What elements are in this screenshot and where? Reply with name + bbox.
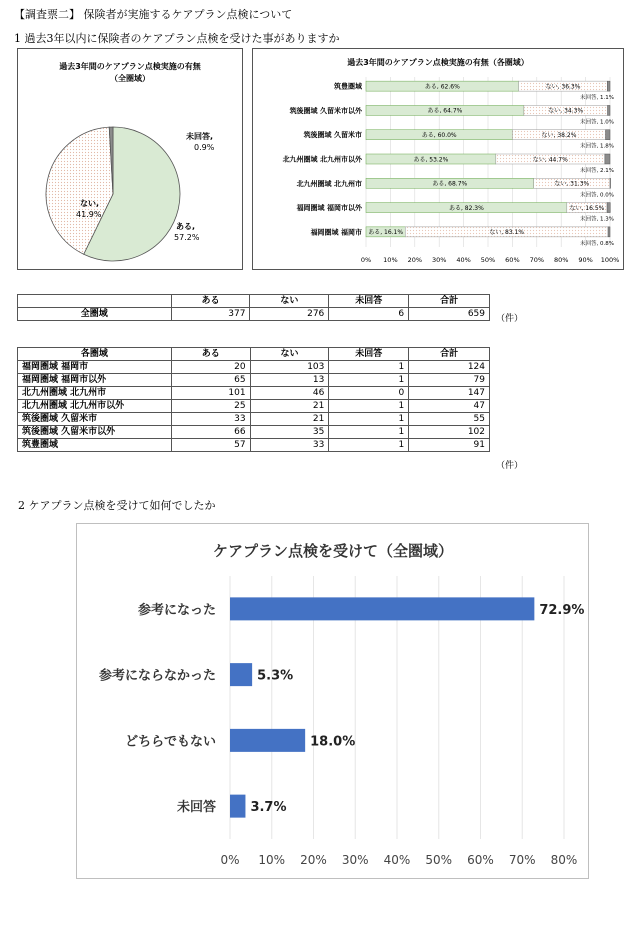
region-cell: 57 (171, 439, 250, 452)
result-value-label: 72.9% (539, 602, 585, 618)
pie-slices (46, 127, 180, 261)
total-cell-mi: 6 (329, 308, 409, 321)
total-cell-sum: 659 (409, 308, 490, 321)
region-cell: 1 (329, 439, 409, 452)
stacked-label-mi: 未回答, 0.8% (580, 240, 614, 247)
region-cell: 66 (171, 426, 250, 439)
stacked-chart-panel (252, 48, 624, 270)
total-header-3: 未回答 (329, 295, 409, 308)
total-table-header (18, 295, 490, 308)
total-cell-aru: 377 (171, 308, 250, 321)
total-header-0 (18, 295, 172, 308)
stacked-label-mi: 未回答, 1.8% (580, 143, 614, 150)
pie-label-aru-name: ある, (176, 222, 196, 231)
result-bar (230, 795, 245, 818)
stacked-label-nai: ない, 34.3% (548, 107, 584, 115)
stacked-label-aru: ある, 53.2% (413, 156, 449, 164)
region-cell: 35 (250, 426, 329, 439)
region-cell: 1 (329, 413, 409, 426)
stacked-x-tick: 30% (431, 256, 447, 264)
region-cell: 1 (329, 400, 409, 413)
stacked-label-nai: ない, 44.7% (532, 156, 568, 164)
pie-label-aru-pct: 57.2% (174, 233, 200, 242)
stacked-x-tick: 10% (383, 256, 398, 264)
total-header-4: 合計 (409, 295, 490, 308)
regions-header-0: 各圏域 (18, 348, 172, 361)
pie-label-mi-name: 未回答, (186, 132, 214, 141)
region-cell: 1 (329, 361, 409, 374)
result-x-ticks (220, 853, 577, 867)
stacked-category-label: 北九州圏域 北九州市以外 (282, 155, 362, 164)
region-cell: 21 (250, 413, 329, 426)
question-2-text: 2 ケアプラン点検を受けて如何でしたか (18, 499, 216, 512)
stacked-category-label: 筑後圏域 久留米市以外 (289, 106, 362, 115)
result-value-label: 18.0% (310, 734, 356, 750)
total-table (17, 294, 490, 321)
stacked-category-label: 福岡圏域 福岡市 (310, 228, 362, 237)
result-value-label: 3.7% (250, 800, 287, 816)
table-row (18, 387, 490, 400)
region-cell: 33 (250, 439, 329, 452)
region-cell: 79 (409, 374, 490, 387)
result-x-tick: 80% (550, 853, 578, 867)
result-chart-title: ケアプラン点検を受けて（全圏域） (212, 542, 454, 560)
region-cell: 北九州圏域 北九州市 (18, 387, 172, 400)
stacked-bar-chart (253, 49, 623, 269)
region-cell: 55 (409, 413, 490, 426)
result-x-tick: 70% (508, 853, 536, 867)
stacked-label-aru: ある, 82.3% (448, 204, 484, 212)
stacked-label-aru: ある, 68.7% (432, 180, 468, 188)
region-cell: 25 (171, 400, 250, 413)
stacked-label-nai: ない, 36.3% (545, 83, 581, 91)
result-category-label: 未回答 (176, 800, 216, 816)
total-cell-nai: 276 (250, 308, 329, 321)
regions-table-header (18, 348, 490, 361)
stacked-bar-mi (607, 81, 610, 91)
stacked-x-tick: 50% (480, 256, 496, 264)
pie-label-nai-name: ない, (80, 199, 100, 208)
result-x-tick: 50% (425, 853, 453, 867)
result-bar (230, 729, 305, 752)
result-x-tick: 20% (300, 853, 327, 867)
pie-title-line1: 過去3年間のケアプラン点検実施の有無 (59, 62, 201, 71)
regions-header-4: 合計 (409, 348, 490, 361)
stacked-category-label: 福岡圏域 福岡市以外 (296, 204, 362, 213)
region-cell: 1 (329, 426, 409, 439)
regions-table (17, 347, 490, 452)
stacked-category-label: 筑豊圏域 (334, 82, 362, 91)
regions-header-1: ある (171, 348, 250, 361)
stacked-label-aru: ある, 64.7% (427, 107, 463, 115)
stacked-label-aru: ある, 16.1% (368, 229, 404, 237)
stacked-label-mi: 未回答, 2.1% (580, 168, 614, 174)
region-cell: 102 (409, 426, 490, 439)
region-cell: 福岡圏域 福岡市以外 (18, 374, 172, 387)
result-x-tick: 40% (383, 853, 411, 867)
table-row (18, 374, 490, 387)
stacked-x-ticks (361, 256, 619, 264)
region-cell: 筑後圏域 久留米市以外 (18, 426, 172, 439)
result-x-tick: 0% (220, 853, 240, 867)
regions-header-2: ない (250, 348, 329, 361)
stacked-bar-mi (610, 178, 611, 188)
stacked-x-tick: 70% (529, 256, 545, 264)
stacked-x-tick: 100% (600, 256, 620, 264)
region-cell: 北九州圏域 北九州市以外 (18, 400, 172, 413)
total-header-2: ない (250, 295, 329, 308)
stacked-label-aru: ある, 60.0% (421, 132, 457, 140)
region-cell: 20 (171, 361, 250, 374)
stacked-chart-title: 過去3年間のケアプラン点検実施の有無（各圏域） (347, 58, 529, 67)
stacked-label-aru: ある, 62.6% (424, 83, 460, 91)
region-cell: 47 (409, 400, 490, 413)
table-row (18, 439, 490, 452)
stacked-label-nai: ない, 16.5% (569, 204, 605, 212)
question-1-text: 1 過去3年以内に保険者のケアプラン点検を受けた事がありますか (14, 32, 340, 45)
stacked-x-tick: 60% (505, 256, 520, 264)
region-cell: 0 (329, 387, 409, 400)
pie-label-mi-pct: 0.9% (194, 143, 215, 152)
pie-chart (18, 49, 242, 269)
region-cell: 46 (250, 387, 329, 400)
stacked-bar-mi (605, 154, 610, 164)
stacked-label-nai: ない, 38.2% (541, 132, 577, 140)
total-cell-label: 全圏域 (18, 308, 172, 321)
pie-chart-panel (17, 48, 243, 270)
table-row (18, 413, 490, 426)
region-cell: 124 (409, 361, 490, 374)
region-cell: 筑後圏域 久留米市 (18, 413, 172, 426)
table-row (18, 308, 490, 321)
result-x-tick: 30% (341, 853, 369, 867)
regions-header-3: 未回答 (329, 348, 409, 361)
region-cell: 33 (171, 413, 250, 426)
stacked-label-mi: 未回答, 1.1% (580, 95, 614, 102)
stacked-bar-mi (607, 203, 610, 213)
regions-unit: （件） (496, 461, 524, 471)
stacked-label-nai: ない, 31.3% (554, 180, 590, 188)
total-header-1: ある (171, 295, 250, 308)
region-cell: 91 (409, 439, 490, 452)
region-cell: 13 (250, 374, 329, 387)
region-cell: 101 (171, 387, 250, 400)
result-bar (230, 597, 534, 620)
result-category-label: 参考にならなかった (98, 668, 216, 684)
stacked-label-mi: 未回答, 0.0% (580, 192, 614, 199)
stacked-bars (283, 81, 614, 247)
result-x-tick: 60% (467, 853, 494, 867)
result-bar (230, 663, 252, 686)
stacked-label-mi: 未回答, 1.0% (580, 119, 614, 126)
stacked-x-tick: 80% (553, 256, 569, 264)
stacked-label-nai: ない, 83.1% (489, 229, 525, 237)
stacked-x-tick: 0% (360, 256, 372, 264)
region-cell: 筑豊圏域 (18, 439, 172, 452)
stacked-category-label: 筑後圏域 久留米市 (303, 131, 362, 140)
region-cell: 103 (250, 361, 329, 374)
pie-label-nai-pct: 41.9% (76, 210, 102, 219)
stacked-category-label: 北九州圏域 北九州市 (296, 179, 362, 188)
result-category-label: 参考になった (137, 602, 216, 618)
table-row (18, 426, 490, 439)
table-row (18, 400, 490, 413)
region-cell: 65 (171, 374, 250, 387)
result-bars (99, 597, 584, 817)
total-unit: （件） (496, 314, 524, 324)
stacked-x-tick: 90% (578, 256, 593, 264)
result-category-label: どちらでもない (125, 734, 216, 750)
stacked-x-tick: 20% (407, 256, 423, 264)
region-cell: 147 (409, 387, 490, 400)
stacked-bar-mi (608, 105, 610, 115)
result-x-tick: 10% (258, 853, 286, 867)
region-cell: 1 (329, 374, 409, 387)
region-cell: 福岡圏域 福岡市 (18, 361, 172, 374)
region-cell: 21 (250, 400, 329, 413)
survey-title: 【調査票二】 保険者が実施するケアプラン点検について (14, 8, 293, 21)
pie-title-line2: （全圏域） (110, 74, 150, 83)
stacked-label-mi: 未回答, 1.3% (580, 216, 614, 223)
stacked-x-tick: 40% (456, 256, 471, 264)
result-chart-panel (76, 523, 589, 879)
stacked-bar-mi (606, 130, 610, 140)
table-row (18, 361, 490, 374)
result-value-label: 5.3% (257, 668, 294, 684)
result-bar-chart (77, 524, 588, 878)
stacked-bar-mi (608, 227, 610, 237)
